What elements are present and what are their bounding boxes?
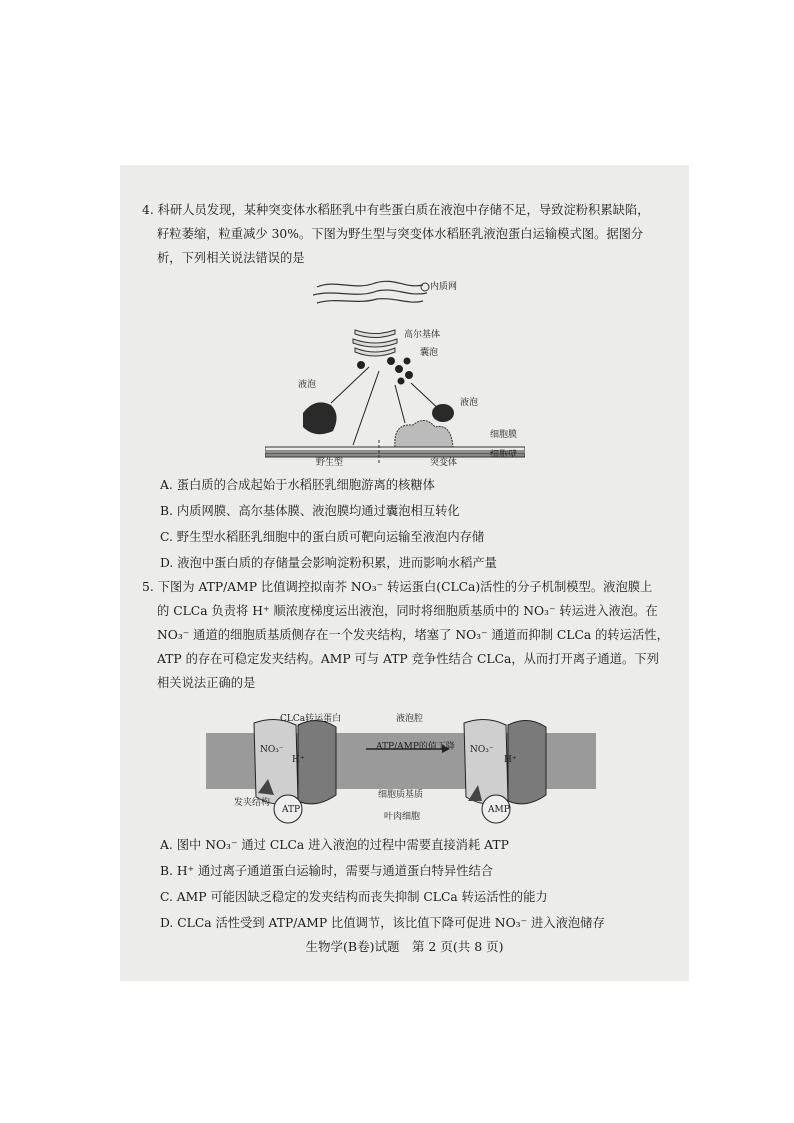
q4-option-c: C. 野生型水稻胚乳细胞中的蛋白质可靶向运输至液泡内存储 (160, 530, 485, 544)
label-vacuole-left: 液泡 (298, 380, 317, 390)
label-er: 内质网 (430, 282, 458, 292)
label-wall: 细胞壁 (490, 450, 518, 460)
label-vesicle: 囊泡 (420, 348, 439, 358)
label-amp: AMP (488, 805, 510, 815)
label-h-left: H⁺ (292, 755, 305, 765)
golgi-shape (353, 330, 397, 356)
vacuole-transport-diagram (265, 275, 525, 465)
label-arrow: ATP/AMP的值下降 (376, 742, 455, 752)
label-mutant: 突变体 (430, 458, 458, 468)
label-wild: 野生型 (316, 458, 344, 468)
label-hairpin: 发夹结构 (234, 798, 271, 808)
cell-wall (265, 453, 525, 457)
q5-line4: ATP 的存在可稳定发夹结构。AMP 可与 ATP 竞争性结合 CLCa，从而打开离子通道。下列 (157, 652, 659, 666)
q4-line1: 4. 科研人员发现，某种突变体水稻胚乳中有些蛋白质在液泡中存储不足，导致淀粉积累缺陷， (142, 203, 650, 217)
mutant-deposit (395, 420, 453, 447)
label-no3-right: NO₃⁻ (470, 745, 494, 755)
q4-option-b: B. 内质网膜、高尔基体膜、液泡膜均通过囊泡相互转化 (160, 504, 460, 518)
vacuole-left (303, 402, 337, 434)
q4-line2: 籽粒萎缩，粒重减少 30%。下图为野生型与突变体水稻胚乳液泡蛋白运输模式图。据图分 (157, 227, 644, 241)
label-membrane: 细胞膜 (490, 430, 518, 440)
label-vacuole-right: 液泡 (460, 398, 479, 408)
vacuole-right (432, 404, 454, 422)
cell-membrane (265, 447, 525, 451)
label-h-right: H⁺ (504, 755, 517, 765)
q5-option-b: B. H⁺ 通过离子通道蛋白运输时，需要与通道蛋白特异性结合 (160, 864, 494, 878)
label-clca: CLCa转运蛋白 (280, 714, 342, 724)
q5-option-c: C. AMP 可能因缺乏稳定的发夹结构而丧失抑制 CLCa 转运活性的能力 (160, 890, 548, 904)
label-cell: 叶肉细胞 (384, 812, 421, 822)
q5-option-a: A. 图中 NO₃⁻ 通过 CLCa 进入液泡的过程中需要直接消耗 ATP (160, 838, 509, 852)
exam-page (120, 165, 689, 981)
q5-option-d: D. CLCa 活性受到 ATP/AMP 比值调节，该比值下降可促进 NO₃⁻ 进入液泡储存 (160, 916, 605, 930)
label-lumen: 液泡腔 (396, 714, 424, 724)
q4-option-a: A. 蛋白质的合成起始于水稻胚乳细胞游离的核糖体 (160, 478, 435, 492)
q4-option-d: D. 液泡中蛋白质的存储量会影响淀粉积累，进而影响水稻产量 (160, 556, 497, 570)
label-golgi: 高尔基体 (404, 330, 441, 340)
er-shape (313, 281, 427, 303)
label-atp: ATP (282, 805, 301, 815)
page-footer: 生物学(B卷)试题 第 2 页(共 8 页) (305, 939, 504, 954)
q4-line3: 析，下列相关说法错误的是 (157, 251, 305, 265)
q5-line1: 5. 下图为 ATP/AMP 比值调控拟南芥 NO₃⁻ 转运蛋白(CLCa)活性的分子机制模型。液泡膜上 (142, 580, 653, 594)
label-no3-left: NO₃⁻ (260, 745, 284, 755)
q5-line3: NO₃⁻ 通道的细胞质基质侧存在一个发夹结构，堵塞了 NO₃⁻ 通道而抑制 CLCa 的转运活性， (157, 628, 669, 642)
label-cytosol: 细胞质基质 (378, 790, 424, 800)
q5-line5: 相关说法正确的是 (157, 676, 256, 690)
q5-line2: 的 CLCa 负责将 H⁺ 顺浓度梯度运出液泡，同时将细胞质基质中的 NO₃⁻ 转运进入液泡。在 (157, 604, 658, 618)
